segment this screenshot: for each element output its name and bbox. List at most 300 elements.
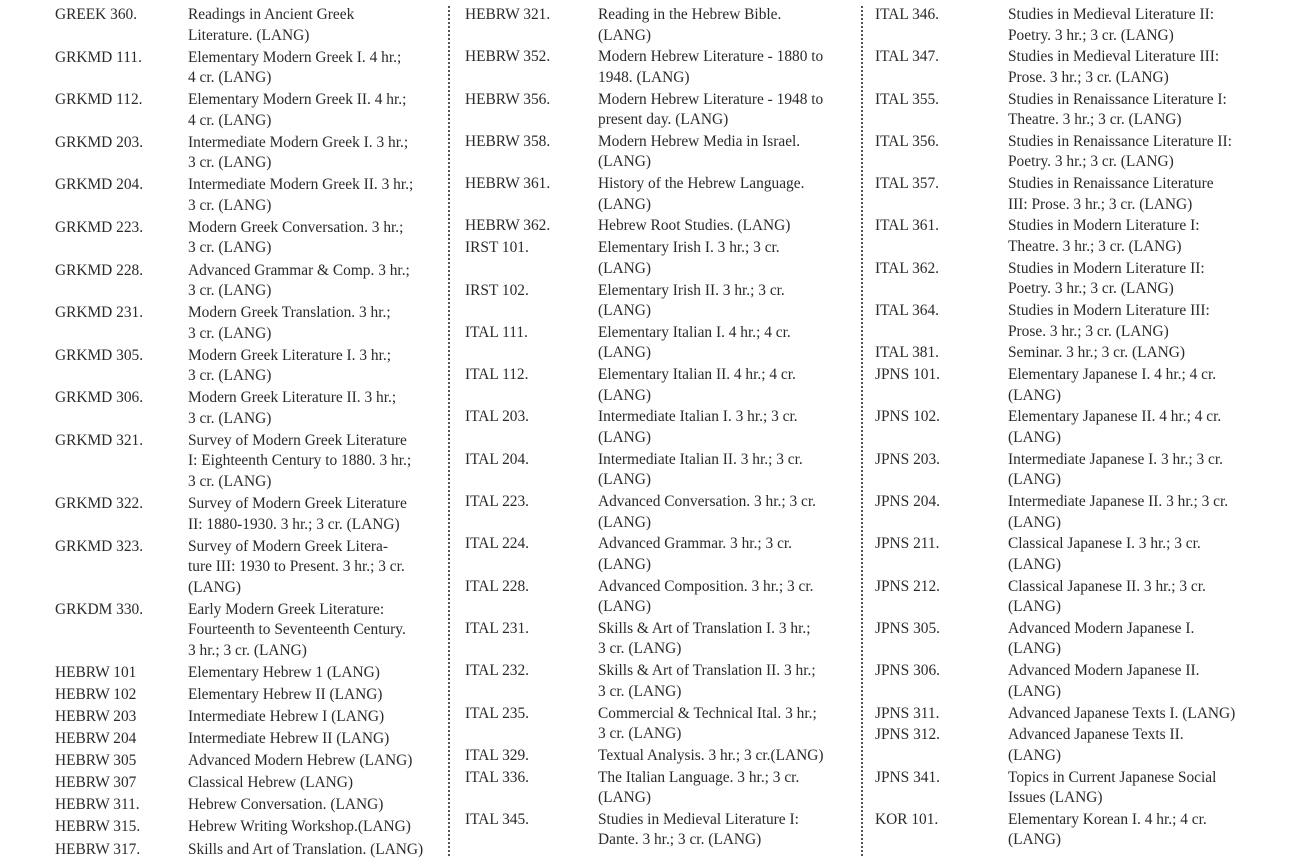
description-line: 3 cr. (LANG) — [188, 472, 272, 490]
course-description — [1008, 704, 1275, 725]
course-description — [188, 817, 450, 838]
course-entry — [875, 450, 1275, 491]
description-line: 3 cr. (LANG) — [188, 367, 272, 385]
course-description — [188, 537, 450, 599]
course-entry — [55, 5, 450, 46]
course-description — [598, 216, 860, 237]
course-entry — [55, 494, 450, 535]
description-line: (LANG) — [598, 153, 651, 171]
course-entry — [55, 795, 450, 816]
description-line: (LANG) — [1008, 682, 1061, 700]
course-code: GRKMD 306. — [55, 389, 144, 407]
course-description — [1008, 365, 1275, 406]
course-description — [1008, 216, 1275, 257]
course-code: ITAL 329. — [465, 746, 530, 764]
course-description — [1008, 725, 1275, 766]
description-line: (LANG) — [598, 513, 651, 531]
description-line: ture III: 1930 to Present. 3 hr.; 3 cr. — [188, 558, 405, 576]
course-description — [598, 174, 860, 215]
course-description — [598, 534, 860, 575]
course-description — [1008, 90, 1275, 131]
course-code: GRKMD 112. — [55, 91, 143, 109]
course-description — [188, 90, 450, 131]
description-line: Elementary Hebrew II (LANG) — [188, 685, 383, 703]
course-code: ITAL 231. — [465, 619, 530, 637]
description-line: I: Eighteenth Century to 1880. 3 hr.; — [188, 452, 412, 470]
course-description — [1008, 661, 1275, 702]
course-entry — [875, 534, 1275, 575]
course-code: IRST 101. — [465, 239, 529, 257]
course-entry — [55, 218, 450, 259]
description-line: (LANG) — [1008, 428, 1061, 446]
course-description — [188, 729, 450, 750]
description-line: Elementary Modern Greek II. 4 hr.; — [188, 91, 407, 109]
course-entry — [875, 174, 1275, 215]
course-code: IRST 102. — [465, 281, 529, 299]
course-entry — [55, 388, 450, 429]
course-code: HEBRW 315. — [55, 818, 141, 836]
course-code: GRKMD 203. — [55, 133, 144, 151]
description-line: Textual Analysis. 3 hr.; 3 cr.(LANG) — [598, 746, 824, 764]
description-line: 4 cr. (LANG) — [188, 69, 272, 87]
description-line: (LANG) — [598, 789, 651, 807]
course-code: ITAL 355. — [875, 90, 940, 108]
course-entry — [55, 600, 450, 662]
course-entry — [55, 537, 450, 599]
description-line: Studies in Medieval Literature III: — [1008, 48, 1220, 66]
course-description — [188, 600, 450, 662]
course-code: ITAL 111. — [465, 323, 528, 341]
description-line: (LANG) — [1008, 386, 1061, 404]
course-code: ITAL 347. — [875, 48, 940, 66]
description-line: The Italian Language. 3 hr.; 3 cr. — [598, 768, 800, 786]
course-description — [598, 132, 860, 173]
course-description — [188, 388, 450, 429]
description-line: Classical Hebrew (LANG) — [188, 774, 353, 792]
description-line: Intermediate Japanese II. 3 hr.; 3 cr. — [1008, 493, 1229, 511]
course-description — [188, 494, 450, 535]
course-code: JPNS 212. — [875, 577, 941, 595]
description-line: Skills & Art of Translation II. 3 hr.; — [598, 662, 816, 680]
course-code: ITAL 346. — [875, 6, 940, 23]
course-description — [188, 773, 450, 794]
course-entry — [875, 577, 1275, 618]
description-line: 1948. (LANG) — [598, 68, 690, 86]
description-line: (LANG) — [1008, 513, 1061, 531]
course-description — [598, 450, 860, 491]
course-code: HEBRW 203 — [55, 708, 137, 725]
course-description — [598, 492, 860, 533]
course-description — [598, 661, 860, 702]
description-line: Elementary Irish II. 3 hr.; 3 cr. — [598, 281, 785, 299]
course-entry — [875, 301, 1275, 342]
course-description — [1008, 407, 1275, 448]
description-line: Intermediate Hebrew I (LANG) — [188, 708, 385, 725]
course-code: GRKMD 223. — [55, 218, 144, 236]
description-line: 3 cr. (LANG) — [188, 324, 272, 342]
course-code: ITAL 235. — [465, 704, 530, 722]
course-description — [188, 751, 450, 772]
course-entry — [875, 259, 1275, 300]
description-line: 3 hr.; 3 cr. (LANG) — [188, 641, 307, 659]
course-code: HEBRW 101 — [55, 663, 137, 681]
course-entry — [465, 768, 860, 809]
course-entry — [55, 90, 450, 131]
description-line: Modern Hebrew Literature - 1880 to — [598, 48, 824, 66]
description-line: Seminar. 3 hr.; 3 cr. (LANG) — [1008, 344, 1185, 362]
description-line: Elementary Italian II. 4 hr.; 4 cr. — [598, 366, 796, 384]
course-code: ITAL 361. — [875, 217, 940, 235]
course-entry — [55, 175, 450, 216]
course-entry — [875, 47, 1275, 88]
course-entry — [465, 492, 860, 533]
description-line: Poetry. 3 hr.; 3 cr. (LANG) — [1008, 26, 1174, 44]
description-line: (LANG) — [188, 578, 241, 596]
course-description — [598, 810, 860, 851]
course-entry — [55, 663, 450, 684]
course-entry — [875, 407, 1275, 448]
description-line: (LANG) — [1008, 831, 1061, 849]
course-entry — [465, 365, 860, 406]
description-line: Dante. 3 hr.; 3 cr. (LANG) — [598, 831, 762, 849]
course-entry — [465, 746, 860, 767]
course-description — [1008, 577, 1275, 618]
course-description — [598, 768, 860, 809]
description-line: Advanced Japanese Texts II. — [1008, 726, 1184, 744]
description-line: 3 cr. (LANG) — [188, 409, 272, 427]
description-line: Modern Greek Conversation. 3 hr.; — [188, 218, 404, 236]
course-entry — [55, 431, 450, 493]
course-entry — [55, 48, 450, 89]
description-line: Hebrew Writing Workshop.(LANG) — [188, 818, 411, 836]
description-line: Modern Greek Literature II. 3 hr.; — [188, 389, 397, 407]
course-code: GRKDM 330. — [55, 600, 144, 618]
course-description — [598, 746, 860, 767]
description-line: (LANG) — [598, 302, 651, 320]
course-entry — [465, 5, 860, 46]
course-entry — [55, 303, 450, 344]
course-entry — [875, 90, 1275, 131]
description-line: Hebrew Root Studies. (LANG) — [598, 217, 791, 235]
description-line: Modern Hebrew Media in Israel. — [598, 132, 801, 150]
course-entry — [465, 238, 860, 279]
course-entry — [875, 132, 1275, 173]
course-description — [188, 175, 450, 216]
description-line: Elementary Italian I. 4 hr.; 4 cr. — [598, 323, 791, 341]
course-code: GRKMD 322. — [55, 495, 144, 513]
description-line: Skills & Art of Translation I. 3 hr.; — [598, 619, 811, 637]
course-description — [598, 238, 860, 279]
course-code: GREEK 360. — [55, 6, 138, 23]
course-code: HEBRW 356. — [465, 90, 551, 108]
description-line: Classical Japanese II. 3 hr.; 3 cr. — [1008, 577, 1206, 595]
description-line: Modern Hebrew Literature - 1948 to — [598, 90, 824, 108]
description-line: Prose. 3 hr.; 3 cr. (LANG) — [1008, 322, 1169, 340]
course-entry — [55, 773, 450, 794]
course-code: HEBRW 358. — [465, 132, 551, 150]
description-line: Theatre. 3 hr.; 3 cr. (LANG) — [1008, 237, 1182, 255]
course-description — [188, 346, 450, 387]
description-line: History of the Hebrew Language. — [598, 175, 805, 193]
course-code: HEBRW 352. — [465, 48, 551, 66]
description-line: Intermediate Modern Greek II. 3 hr.; — [188, 176, 414, 194]
course-code: JPNS 341. — [875, 768, 941, 786]
course-code: ITAL 232. — [465, 662, 530, 680]
course-code: ITAL 357. — [875, 175, 940, 193]
course-code: HEBRW 102 — [55, 685, 137, 703]
description-line: Intermediate Italian I. 3 hr.; 3 cr. — [598, 408, 798, 426]
description-line: Elementary Irish I. 3 hr.; 3 cr. — [598, 239, 780, 257]
course-entry — [875, 704, 1275, 725]
course-description — [188, 431, 450, 493]
course-code: JPNS 311. — [875, 704, 940, 722]
course-code: HEBRW 307 — [55, 774, 137, 792]
description-line: Hebrew Conversation. (LANG) — [188, 796, 384, 814]
course-entry — [55, 817, 450, 838]
description-line: Advanced Modern Japanese I. — [1008, 619, 1195, 637]
description-line: Modern Greek Literature I. 3 hr.; — [188, 346, 391, 364]
course-entry — [465, 534, 860, 575]
description-line: 3 cr. (LANG) — [188, 282, 272, 300]
description-line: Advanced Composition. 3 hr.; 3 cr. — [598, 577, 814, 595]
course-entry — [55, 261, 450, 302]
description-line: (LANG) — [1008, 598, 1061, 616]
description-line: (LANG) — [598, 598, 651, 616]
course-code: GRKMD 228. — [55, 261, 144, 279]
description-line: Advanced Modern Japanese II. — [1008, 662, 1200, 680]
course-entry — [465, 577, 860, 618]
course-code: ITAL 112. — [465, 366, 529, 384]
description-line: 3 cr. (LANG) — [188, 196, 272, 214]
description-line: Studies in Renaissance Literature II: — [1008, 132, 1232, 150]
course-code: GRKMD 204. — [55, 176, 144, 194]
course-entry — [465, 661, 860, 702]
course-description — [1008, 132, 1275, 173]
description-line: Advanced Japanese Texts I. (LANG) — [1008, 704, 1236, 722]
course-code: ITAL 223. — [465, 493, 530, 511]
course-description — [1008, 5, 1275, 46]
description-line: 3 cr. (LANG) — [188, 154, 272, 172]
description-line: 4 cr. (LANG) — [188, 111, 272, 129]
course-entry — [875, 216, 1275, 257]
course-description — [1008, 450, 1275, 491]
description-line: (LANG) — [598, 428, 651, 446]
course-entry — [465, 407, 860, 448]
course-description — [188, 5, 450, 46]
course-description — [188, 303, 450, 344]
course-entry — [55, 685, 450, 706]
course-description — [1008, 343, 1275, 364]
course-code: ITAL 204. — [465, 450, 530, 468]
description-line: Modern Greek Translation. 3 hr.; — [188, 304, 391, 322]
description-line: Elementary Japanese II. 4 hr.; 4 cr. — [1008, 408, 1222, 426]
course-column-3 — [875, 5, 1275, 852]
course-description — [598, 704, 860, 745]
description-line: Skills and Art of Translation. (LANG) — [188, 840, 424, 858]
description-line: (LANG) — [1008, 555, 1061, 573]
course-code: ITAL 362. — [875, 259, 940, 277]
course-code: JPNS 102. — [875, 408, 941, 426]
course-description — [1008, 301, 1275, 342]
course-description — [598, 90, 860, 131]
course-description — [1008, 619, 1275, 660]
description-line: Survey of Modern Greek Literature — [188, 495, 407, 513]
course-description — [188, 218, 450, 259]
course-entry — [465, 132, 860, 173]
course-entry — [55, 133, 450, 174]
course-description — [1008, 534, 1275, 575]
description-line: Issues (LANG) — [1008, 789, 1103, 807]
description-line: Intermediate Japanese I. 3 hr.; 3 cr. — [1008, 450, 1223, 468]
course-description — [1008, 47, 1275, 88]
course-code: KOR 101. — [875, 810, 939, 828]
course-column-1 — [55, 5, 450, 862]
course-entry — [465, 281, 860, 322]
course-entry — [465, 323, 860, 364]
description-line: Intermediate Italian II. 3 hr.; 3 cr. — [598, 450, 803, 468]
course-description — [1008, 259, 1275, 300]
course-entry — [55, 707, 450, 728]
description-line: Studies in Renaissance Literature — [1008, 175, 1214, 193]
course-code: JPNS 204. — [875, 493, 941, 511]
course-entry — [465, 47, 860, 88]
description-line: 3 cr. (LANG) — [598, 640, 682, 658]
course-code: ITAL 364. — [875, 302, 940, 320]
course-entry — [875, 725, 1275, 766]
description-line: III: Prose. 3 hr.; 3 cr. (LANG) — [1008, 195, 1193, 213]
course-entry — [465, 216, 860, 237]
course-code: GRKMD 305. — [55, 346, 144, 364]
course-description — [1008, 174, 1275, 215]
description-line: present day. (LANG) — [598, 111, 729, 129]
description-line: Intermediate Modern Greek I. 3 hr.; — [188, 133, 409, 151]
course-description — [188, 663, 450, 684]
description-line: (LANG) — [598, 195, 651, 213]
description-line: Advanced Modern Hebrew (LANG) — [188, 752, 413, 770]
description-line: Elementary Japanese I. 4 hr.; 4 cr. — [1008, 366, 1217, 384]
course-entry — [875, 492, 1275, 533]
description-line: (LANG) — [598, 555, 651, 573]
course-description — [188, 707, 450, 728]
course-code: HEBRW 317. — [55, 840, 141, 858]
course-code: HEBRW 204 — [55, 730, 137, 748]
course-code: ITAL 203. — [465, 408, 530, 426]
course-entry — [875, 810, 1275, 851]
description-line: 3 cr. (LANG) — [598, 682, 682, 700]
course-entry — [465, 450, 860, 491]
description-line: II: 1880-1930. 3 hr.; 3 cr. (LANG) — [188, 515, 400, 533]
description-line: (LANG) — [1008, 471, 1061, 489]
course-description — [598, 5, 860, 46]
course-entry — [465, 810, 860, 851]
description-line: (LANG) — [598, 471, 651, 489]
course-description — [598, 323, 860, 364]
course-code: HEBRW 361. — [465, 175, 551, 193]
description-line: Studies in Modern Literature III: — [1008, 302, 1210, 320]
description-line: Survey of Modern Greek Litera- — [188, 537, 389, 555]
description-line: Fourteenth to Seventeenth Century. — [188, 621, 406, 639]
course-description — [598, 577, 860, 618]
description-line: Literature. (LANG) — [188, 26, 310, 44]
description-line: Elementary Hebrew 1 (LANG) — [188, 663, 380, 681]
description-line: 3 cr. (LANG) — [598, 725, 682, 743]
course-code: ITAL 228. — [465, 577, 530, 595]
course-description — [188, 261, 450, 302]
description-line: Poetry. 3 hr.; 3 cr. (LANG) — [1008, 280, 1174, 298]
description-line: Topics in Current Japanese Social — [1008, 768, 1217, 786]
description-line: Elementary Korean I. 4 hr.; 4 cr. — [1008, 810, 1207, 828]
column-divider — [448, 6, 450, 856]
course-description — [598, 47, 860, 88]
course-code: ITAL 356. — [875, 132, 940, 150]
description-line: (LANG) — [598, 259, 651, 277]
description-line: Readings in Ancient Greek — [188, 6, 355, 23]
course-entry — [465, 704, 860, 745]
course-entry — [55, 729, 450, 750]
course-description — [188, 795, 450, 816]
course-code: JPNS 203. — [875, 450, 941, 468]
description-line: Intermediate Hebrew II (LANG) — [188, 730, 390, 748]
course-code: ITAL 345. — [465, 810, 530, 828]
description-line: Classical Japanese I. 3 hr.; 3 cr. — [1008, 535, 1201, 553]
description-line: Studies in Renaissance Literature I: — [1008, 90, 1227, 108]
course-entry — [465, 90, 860, 131]
course-description — [1008, 768, 1275, 809]
course-code: JPNS 211. — [875, 535, 940, 553]
description-line: (LANG) — [598, 386, 651, 404]
description-line: Advanced Grammar. 3 hr.; 3 cr. — [598, 535, 793, 553]
course-description — [598, 365, 860, 406]
course-entry — [875, 343, 1275, 364]
description-line: Survey of Modern Greek Literature — [188, 431, 407, 449]
course-code: ITAL 381. — [875, 344, 940, 362]
description-line: Poetry. 3 hr.; 3 cr. (LANG) — [1008, 153, 1174, 171]
course-entry — [875, 768, 1275, 809]
course-entry — [465, 619, 860, 660]
description-line: Prose. 3 hr.; 3 cr. (LANG) — [1008, 68, 1169, 86]
course-description — [188, 133, 450, 174]
description-line: Elementary Modern Greek I. 4 hr.; — [188, 48, 402, 66]
course-code: JPNS 305. — [875, 619, 941, 637]
course-entry — [875, 619, 1275, 660]
description-line: Advanced Conversation. 3 hr.; 3 cr. — [598, 493, 816, 511]
course-code: HEBRW 321. — [465, 6, 551, 23]
course-description — [598, 281, 860, 322]
description-line: Advanced Grammar & Comp. 3 hr.; — [188, 261, 410, 279]
course-entry — [55, 751, 450, 772]
course-code: GRKMD 111. — [55, 48, 142, 66]
course-code: GRKMD 323. — [55, 537, 144, 555]
course-column-2 — [465, 5, 860, 852]
course-description — [188, 48, 450, 89]
course-description — [1008, 810, 1275, 851]
course-code: HEBRW 305 — [55, 752, 137, 770]
description-line: Studies in Modern Literature I: — [1008, 217, 1200, 235]
description-line: Theatre. 3 hr.; 3 cr. (LANG) — [1008, 111, 1182, 129]
course-description — [1008, 492, 1275, 533]
course-code: HEBRW 311. — [55, 796, 140, 814]
course-entry — [465, 174, 860, 215]
description-line: Early Modern Greek Literature: — [188, 600, 385, 618]
course-entry — [875, 365, 1275, 406]
course-code: ITAL 336. — [465, 768, 530, 786]
course-description — [598, 407, 860, 448]
description-line: Studies in Modern Literature II: — [1008, 259, 1205, 277]
course-code: HEBRW 362. — [465, 217, 551, 235]
course-code: GRKMD 231. — [55, 304, 144, 322]
course-code: JPNS 306. — [875, 662, 941, 680]
course-description — [598, 619, 860, 660]
